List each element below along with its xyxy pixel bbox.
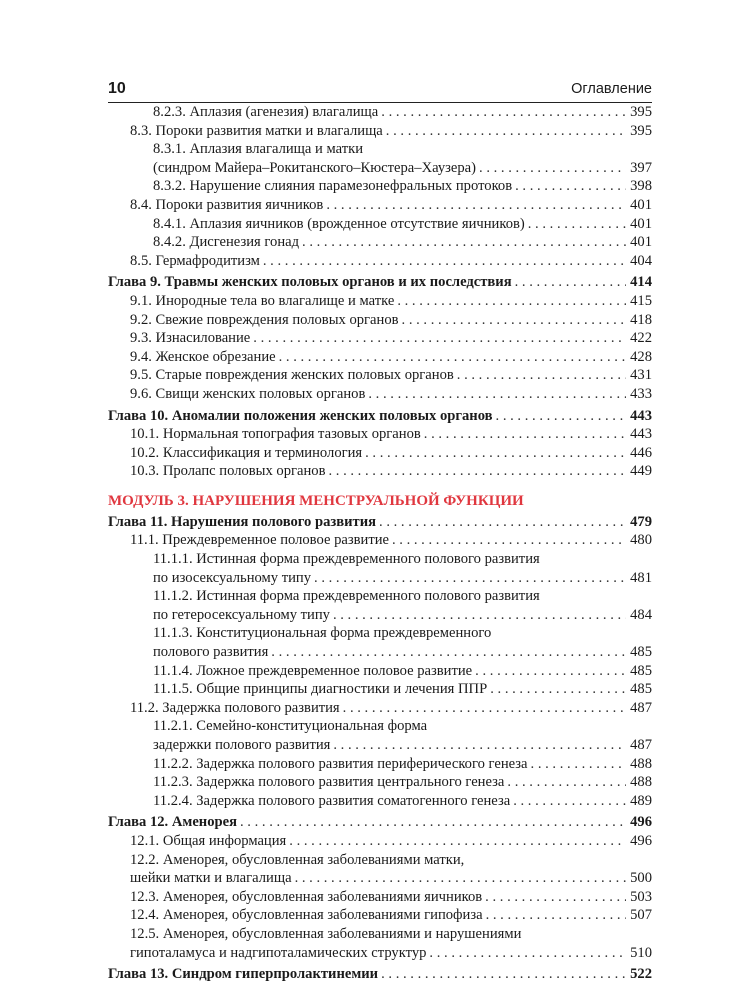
dot-leader (314, 569, 626, 587)
toc-entry[interactable] (108, 869, 652, 888)
toc-entry-page: 401 (630, 215, 652, 232)
toc-entry-title: 12.4. Аменорея, обусловленная заболеваниями гипофиза (130, 907, 483, 924)
dot-leader (507, 773, 626, 791)
toc-entry-title: по изосексуальному типу (153, 569, 312, 586)
page-number: 10 (108, 80, 126, 97)
toc-entry-title: 10.1. Нормальная топография тазовых органов (130, 426, 421, 443)
toc-entry-title: 11.1. Преждевременное половое развитие (130, 532, 389, 549)
dot-leader (326, 196, 626, 214)
toc-chapter-title: Глава 12. Аменорея (108, 814, 237, 831)
toc-entry[interactable] (108, 662, 652, 681)
toc-entry-page: 395 (630, 122, 652, 139)
dot-leader (263, 252, 626, 270)
toc-entry[interactable] (108, 385, 652, 404)
toc-entry[interactable] (108, 366, 652, 385)
toc-entry-title: 9.4. Женское обрезание (130, 348, 276, 365)
toc-entry-title: (синдром Майера–Рокитанского–Кюстера–Хаузера) (153, 159, 477, 176)
toc-entry-line1[interactable] (108, 851, 652, 870)
toc-entry[interactable] (108, 462, 652, 481)
toc-entry[interactable] (108, 444, 652, 463)
toc-entry[interactable] (108, 569, 652, 588)
toc-chapter[interactable] (108, 273, 652, 292)
dot-leader (457, 366, 626, 384)
toc-entry-line1[interactable] (108, 925, 652, 944)
dot-leader (289, 832, 626, 850)
dot-leader (496, 407, 627, 425)
toc-entry-line1[interactable] (108, 624, 652, 643)
toc-entry-title: 11.1.3. Конституциональная форма преждевременного (153, 625, 492, 642)
toc-entry-page: 401 (630, 234, 652, 251)
toc-chapter-page: 414 (630, 274, 652, 291)
toc-entry-title: 11.1.5. Общие принципы диагностики и лечения ППР (153, 681, 488, 698)
toc-entry-title: 11.2.1. Семейно-конституциональная форма (153, 718, 428, 735)
dot-leader (486, 906, 627, 924)
toc-chapter-title: Глава 13. Синдром гиперпролактинемии (108, 966, 379, 983)
toc-entry[interactable] (108, 177, 652, 196)
toc-entry[interactable] (108, 311, 652, 330)
toc-entry[interactable] (108, 196, 652, 215)
toc-entry-title: по гетеросексуальному типу (153, 606, 330, 623)
toc-entry-page: 487 (630, 737, 652, 753)
toc-entry-page: 488 (630, 755, 652, 772)
dot-leader (485, 888, 626, 906)
dot-leader (381, 103, 626, 121)
dot-leader (490, 680, 626, 698)
toc-chapter[interactable] (108, 513, 652, 532)
dot-leader (381, 965, 626, 983)
toc-entry-page: 422 (630, 330, 652, 347)
dot-leader (333, 736, 626, 754)
toc-entry[interactable] (108, 643, 652, 662)
toc-entry-title: 12.2. Аменорея, обусловленная заболеваниями матки, (130, 851, 465, 868)
toc-entry-page: 433 (630, 385, 652, 402)
running-title: Оглавление (571, 81, 652, 97)
toc-entry[interactable] (108, 606, 652, 625)
toc-entry-title: гипоталамуса и надгипоталамических структур (130, 944, 427, 961)
toc-entry-title: 8.4.1. Аплазия яичников (врожденное отсутствие яичников) (153, 215, 525, 232)
dot-leader (279, 348, 627, 366)
toc-entry-page: 431 (630, 367, 652, 384)
toc-entry-title: 11.2. Задержка полового развития (130, 699, 340, 716)
toc-entry-title: 11.2.4. Задержка полового развития соматогенного генеза (153, 792, 511, 809)
toc-chapter[interactable] (108, 407, 652, 426)
dot-leader (295, 869, 627, 887)
toc-entry-page: 415 (630, 292, 652, 309)
dot-leader (515, 273, 627, 291)
toc-entry-page: 488 (630, 774, 652, 791)
dot-leader (368, 385, 626, 403)
toc-entry[interactable] (108, 736, 652, 755)
toc-entry-page: 404 (630, 252, 652, 269)
dot-leader (531, 755, 627, 773)
toc-entry-title: 12.3. Аменорея, обусловленная заболеваниями яичников (130, 888, 483, 905)
toc-entry[interactable] (108, 944, 652, 963)
dot-leader (402, 311, 627, 329)
toc-entry-title: 10.3. Пролапс половых органов (130, 463, 326, 480)
dot-leader (386, 122, 626, 140)
dot-leader (429, 944, 626, 962)
dot-leader (302, 233, 626, 251)
table-of-contents (108, 103, 652, 984)
dot-leader (424, 425, 626, 443)
toc-entry-title: 11.2.3. Задержка полового развития центрального генеза (153, 774, 505, 791)
toc-entry-title: шейки матки и влагалища (130, 870, 292, 887)
toc-entry-page: 398 (630, 178, 652, 195)
toc-entry-title: 12.1. Общая информация (130, 832, 287, 849)
dot-leader (528, 215, 626, 233)
toc-entry-title: 8.3.1. Аплазия влагалища и матки (153, 141, 364, 158)
toc-entry-title: 8.5. Гермафродитизм (130, 252, 260, 269)
toc-entry[interactable] (108, 680, 652, 699)
toc-entry-title: 11.2.2. Задержка полового развития периферического генеза (153, 755, 528, 772)
toc-entry-page: 401 (630, 196, 652, 213)
dot-leader (515, 177, 626, 195)
toc-entry[interactable] (108, 531, 652, 550)
dot-leader (343, 699, 626, 717)
toc-entry-page: 487 (630, 699, 652, 716)
toc-chapter[interactable] (108, 813, 652, 832)
toc-entry[interactable] (108, 103, 652, 122)
page-header (108, 80, 652, 103)
toc-entry-page: 395 (630, 104, 652, 120)
dot-leader (365, 444, 626, 462)
toc-entry-title: 10.2. Классификация и терминология (130, 444, 363, 461)
toc-entry[interactable] (108, 233, 652, 252)
toc-entry-line1[interactable] (108, 550, 652, 569)
toc-entry-title: 9.3. Изнасилование (130, 330, 251, 347)
toc-chapter-page: 443 (630, 407, 652, 424)
toc-entry-page: 496 (630, 832, 652, 849)
dot-leader (397, 292, 626, 310)
toc-entry-page: 503 (630, 888, 652, 905)
toc-entry[interactable] (108, 792, 652, 811)
toc-entry[interactable] (108, 122, 652, 141)
toc-entry[interactable] (108, 348, 652, 367)
toc-entry-title: 9.6. Свищи женских половых органов (130, 385, 366, 402)
toc-entry-title: 8.3. Пороки развития матки и влагалища (130, 122, 383, 139)
toc-entry-line1[interactable] (108, 140, 652, 159)
toc-chapter-title: Глава 10. Аномалии положения женских половых органов (108, 407, 493, 424)
toc-entry-page: 480 (630, 532, 652, 549)
toc-chapter-page: 479 (630, 513, 652, 530)
toc-entry[interactable] (108, 699, 652, 718)
toc-entry[interactable] (108, 773, 652, 792)
dot-leader (479, 159, 626, 177)
toc-entry-title: задержки полового развития (153, 737, 331, 753)
toc-entry[interactable] (108, 252, 652, 271)
toc-entry[interactable] (108, 755, 652, 774)
toc-entry[interactable] (108, 215, 652, 234)
dot-leader (240, 813, 626, 831)
toc-entry-page: 397 (630, 159, 652, 176)
toc-entry-title: 8.4.2. Дисгенезия гонад (153, 234, 300, 251)
toc-entry-page: 507 (630, 907, 652, 924)
toc-entry[interactable] (108, 292, 652, 311)
toc-entry-page: 489 (630, 792, 652, 809)
toc-entry-title: 9.2. Свежие повреждения половых органов (130, 311, 399, 328)
dot-leader (379, 513, 626, 531)
toc-entry-title: 8.4. Пороки развития яичников (130, 196, 324, 213)
toc-entry-page: 418 (630, 311, 652, 328)
dot-leader (328, 462, 626, 480)
toc-entry[interactable] (108, 888, 652, 907)
dot-leader (513, 792, 626, 810)
dot-leader (392, 531, 626, 549)
toc-entry-page: 485 (630, 681, 652, 698)
toc-entry-page: 446 (630, 444, 652, 461)
toc-entry[interactable] (108, 906, 652, 925)
toc-chapter-page: 496 (630, 814, 652, 831)
dot-leader (333, 606, 626, 624)
toc-entry[interactable] (108, 832, 652, 851)
toc-entry-page: 449 (630, 463, 652, 480)
toc-entry-line1[interactable] (108, 587, 652, 606)
toc-entry-title: 11.1.1. Истинная форма преждевременного полового развития (153, 551, 540, 568)
toc-entry-title: 11.1.4. Ложное преждевременное половое развитие (153, 662, 473, 679)
dot-leader (271, 643, 626, 661)
toc-entry-title: 8.3.2. Нарушение слияния парамезонефральных протоков (153, 178, 513, 195)
toc-chapter-title: Глава 9. Травмы женских половых органов и их последствия (108, 274, 512, 291)
module-heading[interactable]: МОДУЛЬ 3. НАРУШЕНИЯ МЕНСТРУАЛЬНОЙ ФУНКЦИИ (108, 492, 524, 509)
toc-entry-page: 500 (630, 870, 652, 887)
toc-entry-page: 484 (630, 606, 652, 623)
toc-entry[interactable] (108, 425, 652, 444)
toc-entry-page: 510 (630, 944, 652, 961)
toc-chapter-page: 522 (630, 966, 652, 983)
toc-entry-page: 443 (630, 426, 652, 443)
toc-entry-title: 8.2.3. Аплазия (агенезия) влагалища (153, 104, 379, 120)
toc-entry-title: 9.1. Инородные тела во влагалище и матке (130, 292, 395, 309)
toc-entry-page: 485 (630, 662, 652, 679)
toc-entry[interactable] (108, 329, 652, 348)
toc-entry-line1[interactable] (108, 717, 652, 736)
toc-entry-title: 11.1.2. Истинная форма преждевременного полового развития (153, 588, 540, 605)
toc-entry-page: 481 (630, 569, 652, 586)
toc-entry-title: полового развития (153, 644, 269, 661)
toc-entry-page: 485 (630, 644, 652, 661)
toc-entry-title: 9.5. Старые повреждения женских половых органов (130, 367, 454, 384)
dot-leader (475, 662, 626, 680)
toc-chapter-title: Глава 11. Нарушения полового развития (108, 513, 377, 530)
dot-leader (253, 329, 626, 347)
toc-entry-page: 428 (630, 348, 652, 365)
toc-entry[interactable] (108, 159, 652, 178)
toc-entry-title: 12.5. Аменорея, обусловленная заболеваниями и нарушениями (130, 925, 522, 942)
toc-chapter[interactable] (108, 965, 652, 984)
